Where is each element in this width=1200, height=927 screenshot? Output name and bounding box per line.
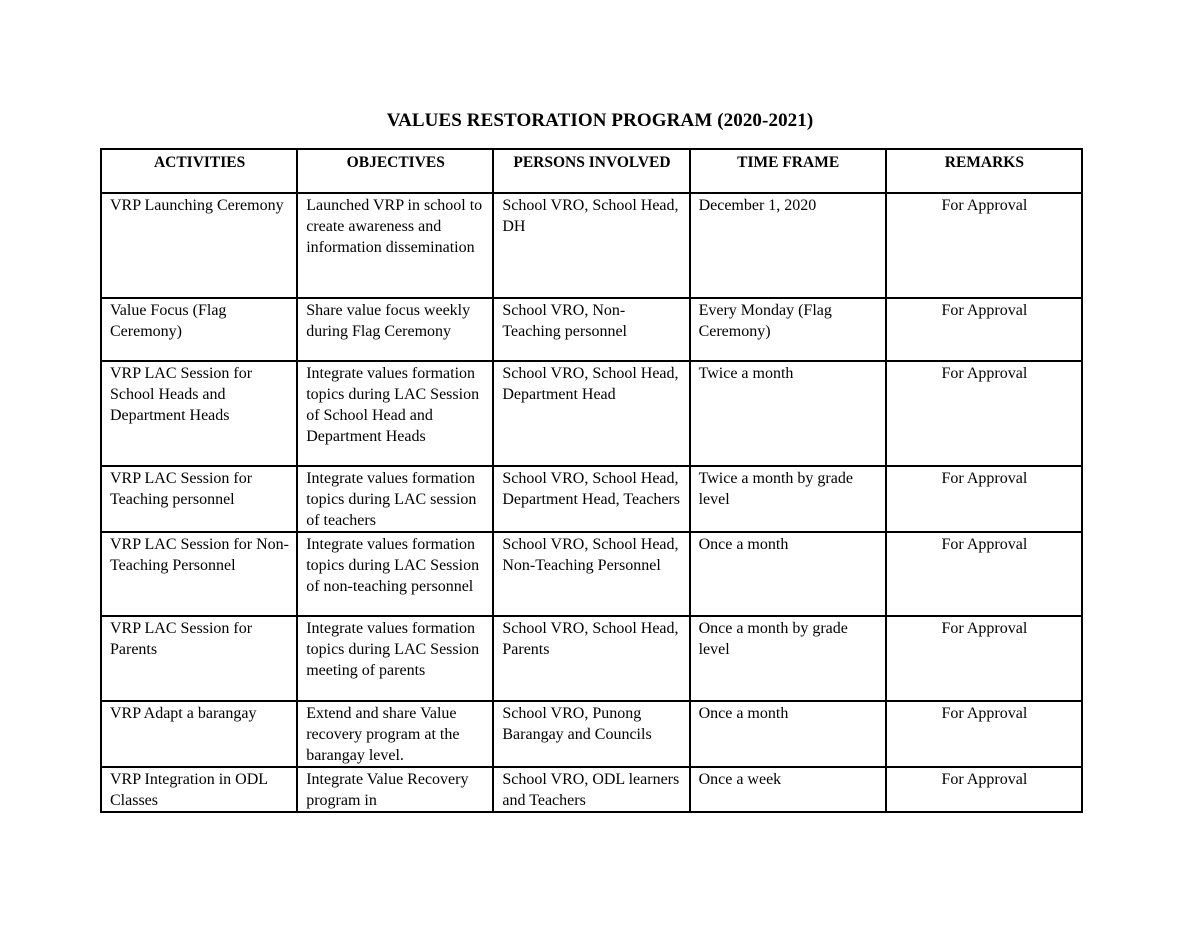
cell-activity: VRP LAC Session for Teaching personnel	[101, 466, 297, 532]
cell-activity: VRP LAC Session for Parents	[101, 616, 297, 701]
cell-time-frame: Twice a month	[690, 361, 886, 466]
cell-remarks: For Approval	[886, 193, 1082, 298]
cell-objective: Integrate values formation topics during LAC session of teachers	[297, 466, 493, 532]
cell-activity: VRP Integration in ODL Classes	[101, 767, 297, 812]
cell-remarks: For Approval	[886, 466, 1082, 532]
cell-objective: Launched VRP in school to create awareness and information dissemination	[297, 193, 493, 298]
program-table	[100, 148, 1083, 813]
cell-remarks: For Approval	[886, 298, 1082, 361]
cell-time-frame: Once a month	[690, 701, 886, 767]
table-row	[101, 532, 1082, 616]
cell-time-frame: December 1, 2020	[690, 193, 886, 298]
column-header-time-frame: TIME FRAME	[690, 149, 886, 193]
table-row	[101, 298, 1082, 361]
cell-remarks: For Approval	[886, 767, 1082, 812]
cell-objective: Integrate values formation topics during LAC Session meeting of parents	[297, 616, 493, 701]
table-header-row	[101, 149, 1082, 193]
cell-activity: Value Focus (Flag Ceremony)	[101, 298, 297, 361]
cell-remarks: For Approval	[886, 701, 1082, 767]
cell-remarks: For Approval	[886, 532, 1082, 616]
column-header-activities: ACTIVITIES	[101, 149, 297, 193]
table-row	[101, 616, 1082, 701]
page-title: VALUES RESTORATION PROGRAM (2020-2021)	[386, 110, 814, 131]
table-row	[101, 701, 1082, 767]
cell-time-frame: Every Monday (Flag Ceremony)	[690, 298, 886, 361]
cell-activity: VRP Launching Ceremony	[101, 193, 297, 298]
cell-objective: Integrate values formation topics during LAC Session of School Head and Department Heads	[297, 361, 493, 466]
cell-persons: School VRO, School Head, DH	[493, 193, 689, 298]
table-row	[101, 361, 1082, 466]
cell-persons: School VRO, School Head, Non-Teaching Personnel	[493, 532, 689, 616]
column-header-objectives: OBJECTIVES	[297, 149, 493, 193]
cell-activity: VRP LAC Session for Non-Teaching Personnel	[101, 532, 297, 616]
cell-objective: Extend and share Value recovery program at the barangay level.	[297, 701, 493, 767]
table-row	[101, 466, 1082, 532]
table-row	[101, 767, 1082, 812]
column-header-persons-involved: PERSONS INVOLVED	[493, 149, 689, 193]
cell-time-frame: Once a month	[690, 532, 886, 616]
cell-persons: School VRO, School Head, Department Head, Teachers	[493, 466, 689, 532]
table-row	[101, 193, 1082, 298]
cell-objective: Share value focus weekly during Flag Ceremony	[297, 298, 493, 361]
column-header-remarks: REMARKS	[886, 149, 1082, 193]
cell-persons: School VRO, Punong Barangay and Councils	[493, 701, 689, 767]
cell-time-frame: Twice a month by grade level	[690, 466, 886, 532]
cell-objective: Integrate Value Recovery program in	[297, 767, 493, 812]
cell-activity: VRP LAC Session for School Heads and Department Heads	[101, 361, 297, 466]
cell-time-frame: Once a week	[690, 767, 886, 812]
cell-objective: Integrate values formation topics during LAC Session of non-teaching personnel	[297, 532, 493, 616]
cell-persons: School VRO, School Head, Parents	[493, 616, 689, 701]
cell-persons: School VRO, ODL learners and Teachers	[493, 767, 689, 812]
cell-persons: School VRO, School Head, Department Head	[493, 361, 689, 466]
cell-persons: School VRO, Non-Teaching personnel	[493, 298, 689, 361]
cell-remarks: For Approval	[886, 616, 1082, 701]
cell-remarks: For Approval	[886, 361, 1082, 466]
cell-activity: VRP Adapt a barangay	[101, 701, 297, 767]
cell-time-frame: Once a month by grade level	[690, 616, 886, 701]
